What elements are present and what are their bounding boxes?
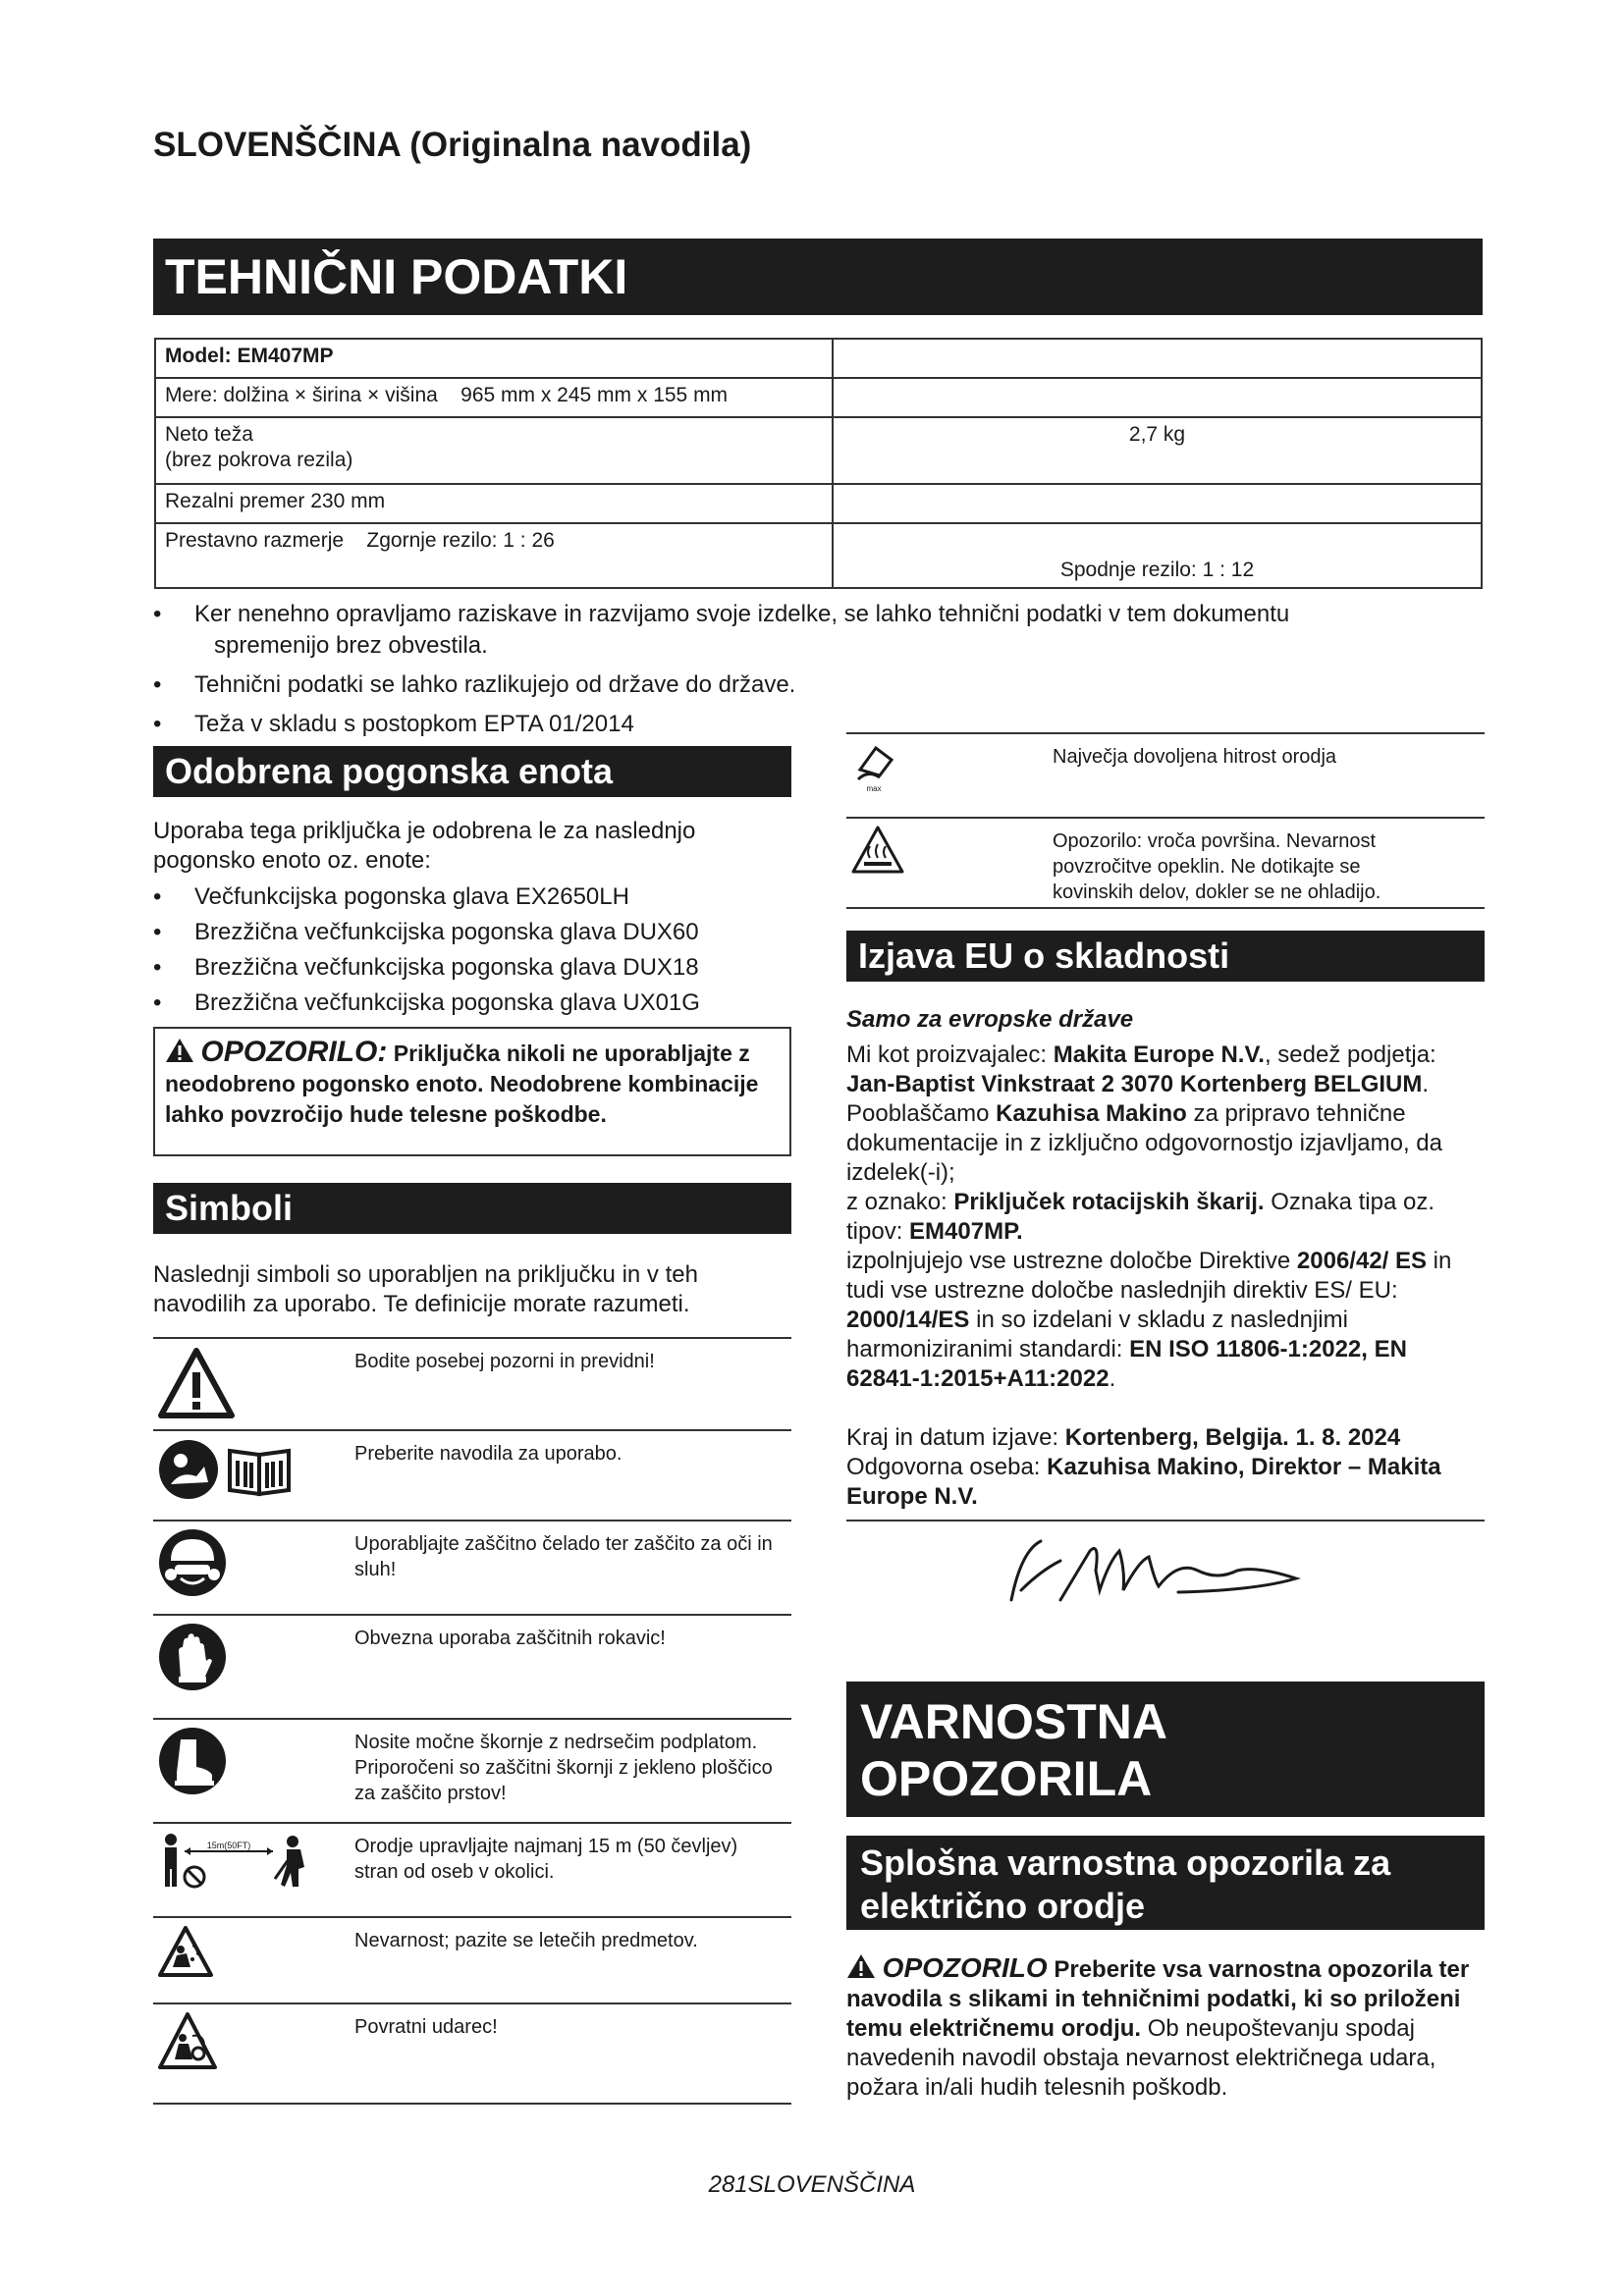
text: , sedež podjetja: [1264, 1041, 1436, 1068]
text: Kortenberg, Belgija. 1. 8. 2024 [1064, 1424, 1401, 1451]
text: . Pooblaščamo [846, 1071, 1430, 1127]
text: Priključek rotacijskih škarij. [953, 1189, 1265, 1215]
symbol-text: Orodje upravljajte najmanj 15 m (50 čevljev) stran od oseb v okolici. [354, 1836, 738, 1883]
keep-distance-icon [157, 1830, 344, 1896]
symbol-row [153, 1822, 791, 1916]
spec-cell: Prestavno razmerje Zgornje rezilo: 1 : 26 [155, 523, 833, 588]
symbol-row [846, 732, 1485, 817]
spacer [846, 1394, 1485, 1423]
boots-icon [157, 1726, 344, 1801]
read-manual-icon [157, 1437, 344, 1507]
text: Kazuhisa Makino [996, 1100, 1187, 1127]
declaration-para-manufacturer [846, 1041, 1485, 1188]
text: Mi kot proizvajalec: [846, 1041, 1054, 1068]
text: . [1109, 1365, 1116, 1392]
declaration-body [846, 1041, 1485, 1512]
symbol-text: Opozorilo: vroča površina. Nevarnost povzročitve opeklin. Ne dotikajte se kovinskih delov, dokler se ne ohladijo. [1053, 830, 1381, 903]
approved-item: • Brezžična večfunkcijska pogonska glava DUX60 [153, 917, 782, 948]
approved-item: • Brezžična večfunkcijska pogonska glava UX01G [153, 988, 782, 1019]
symbol-row [153, 1718, 791, 1822]
symbol-row [153, 1429, 791, 1520]
symbol-text: Bodite posebej pozorni in previdni! [354, 1351, 655, 1372]
text: in tudi vse ustrezne določbe naslednjih direktiv ES/ EU: [846, 1248, 1452, 1304]
symbol-text: Nevarnost; pazite se letečih predmetov. [354, 1930, 698, 1951]
text: in so izdelani v skladu z naslednjimi harmoniziranimi standardi: [846, 1307, 1348, 1362]
symbols-table-right [846, 732, 1485, 909]
approved-intro: Uporaba tega priključka je odobrena le za naslednjo pogonsko enoto oz. enote: [153, 818, 696, 874]
spec-row-diameter [155, 484, 1482, 523]
spec-row-weight [155, 417, 1482, 484]
flying-objects-icon [157, 1924, 344, 1984]
declaration-place-date [846, 1423, 1485, 1453]
symbol-row [153, 1520, 791, 1614]
tech-data-title: TEHNIČNI PODATKI [153, 239, 1483, 315]
spec-row-gear [155, 523, 1482, 588]
symbols-title: Simboli [153, 1183, 791, 1234]
spec-cell: Spodnje rezilo: 1 : 12 [833, 523, 1482, 588]
symbol-text: Povratni udarec! [354, 2016, 498, 2038]
spec-cell: Model: EM407MP [155, 339, 833, 378]
spec-cell [833, 339, 1482, 378]
symbol-row [153, 2002, 791, 2105]
spec-table [154, 338, 1483, 589]
text: Jan-Baptist Vinkstraat 2 3070 Kortenberg BELGIUM [846, 1071, 1423, 1097]
warning-text: Priključka nikoli ne uporabljajte z neodobreno pogonsko enoto. Neodobrene kombinacije lahko povzročijo hude telesne poškodbe. [165, 1041, 759, 1127]
symbols-table [153, 1337, 791, 2105]
page-number: 281SLOVENŠČINA [708, 2171, 916, 2198]
tech-note-text: spremenijo brez obvestila. [214, 632, 488, 659]
text: Kraj in datum izjave: [846, 1424, 1065, 1451]
language-title: SLOVENŠČINA (Originalna navodila) [153, 126, 752, 164]
spec-weight-label: Neto teža [165, 423, 253, 446]
caution-triangle-icon [157, 1345, 344, 1428]
text: 2006/42/ ES [1296, 1248, 1428, 1274]
text: EM407MP. [909, 1218, 1023, 1245]
gloves-icon [157, 1622, 344, 1697]
spec-row-model [155, 339, 1482, 378]
symbol-row [846, 817, 1485, 909]
divider [846, 1520, 1485, 1522]
approved-item: • Večfunkcijska pogonska glava EX2650LH [153, 881, 782, 913]
spec-cell: Rezalni premer 230 mm [155, 484, 833, 523]
warning-bold-text: Preberite vsa varnostna opozorila ter navodila s slikami in tehničnimi podatki, ki so priloženi temu električnemu orodju. [846, 1956, 1470, 2042]
spec-row-dimensions [155, 378, 1482, 417]
safety-subtitle: Splošna varnostna opozorila za električno orodje [846, 1836, 1485, 1930]
warning-text: Ob neupoštevanju spodaj navedenih navodil obstaja nevarnost električnega udara, požara in/ali hudih telesnih poškodb. [846, 2015, 1436, 2101]
text: 2000/14/ES [846, 1307, 970, 1333]
tech-note: • Tehnični podatki se lahko razlikujejo od države do države. [153, 669, 1489, 701]
max-speed-icon [850, 740, 1037, 800]
symbol-text: Uporabljajte zaščitno čelado ter zaščito za oči in sluh! [354, 1533, 773, 1580]
text: Oznaka tipa oz. tipov: [846, 1189, 1435, 1245]
text: Kazuhisa Makino, Direktor – Makita Europe N.V. [846, 1454, 1441, 1510]
declaration-title: Izjava EU o skladnosti [846, 931, 1485, 982]
warning-triangle-icon [846, 1956, 876, 1983]
spec-cell [833, 484, 1482, 523]
tech-note-text: Ker nenehno opravljamo raziskave in razvijamo svoje izdelke, se lahko tehnični podatki v tem dokumentu [194, 601, 1290, 627]
declaration-subtitle: Samo za evropske države [846, 1006, 1134, 1033]
warning-label: OPOZORILO: [200, 1036, 388, 1068]
symbol-text: Preberite navodila za uporabo. [354, 1443, 623, 1465]
declaration-person [846, 1453, 1485, 1512]
distance-label: 15m(50FT) [206, 1841, 251, 1850]
approved-item: • Brezžična večfunkcijska pogonska glava DUX18 [153, 952, 782, 984]
hot-surface-icon [850, 825, 1037, 881]
spec-weight-note: (brez pokrova rezila) [165, 449, 353, 471]
symbol-row [153, 1916, 791, 2002]
symbol-row [153, 1337, 791, 1429]
kickback-icon [157, 2010, 344, 2076]
approved-title: Odobrena pogonska enota [153, 746, 791, 797]
signature [1001, 1531, 1316, 1625]
declaration-para-directives [846, 1247, 1485, 1394]
symbol-text: Največja dovoljena hitrost orodja [1053, 746, 1337, 768]
declaration-para-product [846, 1188, 1485, 1247]
symbol-text: Obvezna uporaba zaščitnih rokavic! [354, 1628, 666, 1649]
symbol-row [153, 1614, 791, 1718]
max-speed-label: max [866, 784, 882, 793]
spec-cell: Mere: dolžina × širina × višina 965 mm x 245 mm x 155 mm [155, 378, 833, 417]
text: Makita Europe N.V. [1053, 1041, 1265, 1068]
tech-notes [153, 599, 1489, 748]
text: Odgovorna oseba: [846, 1454, 1048, 1480]
text: EN ISO 11806-1:2022, EN 62841-1:2015+A11:2022 [846, 1336, 1407, 1392]
approved-warning [153, 1027, 791, 1156]
text: izpolnjujejo vse ustrezne določbe Direktive [846, 1248, 1297, 1274]
warning-triangle-icon [165, 1041, 194, 1066]
tech-note: • Teža v skladu s postopkom EPTA 01/2014 [153, 709, 1489, 740]
safety-warning [846, 1953, 1485, 2103]
spec-cell: 2,7 kg [833, 417, 1482, 484]
text: za pripravo tehnične dokumentacije in z izključno odgovornostjo izjavljamo, da izdelek(-i); [846, 1100, 1442, 1186]
tech-note [153, 599, 1489, 662]
symbols-intro: Naslednji simboli so uporabljen na priključku in v teh navodilih za uporabo. Te definicije morate razumeti. [153, 1261, 698, 1317]
spec-cell [833, 378, 1482, 417]
symbol-text: Nosite močne škornje z nedrsečim podplatom. Priporočeni so zaščitni škornji z jekleno ploščico za zaščito prstov! [354, 1732, 773, 1804]
spec-cell [155, 417, 833, 484]
helmet-eye-ear-protection-icon [157, 1527, 344, 1603]
approved-list [153, 881, 782, 1023]
warning-label: OPOZORILO [882, 1952, 1048, 1983]
safety-title: VARNOSTNA OPOZORILA [846, 1682, 1485, 1817]
text: z oznako: [846, 1189, 954, 1215]
